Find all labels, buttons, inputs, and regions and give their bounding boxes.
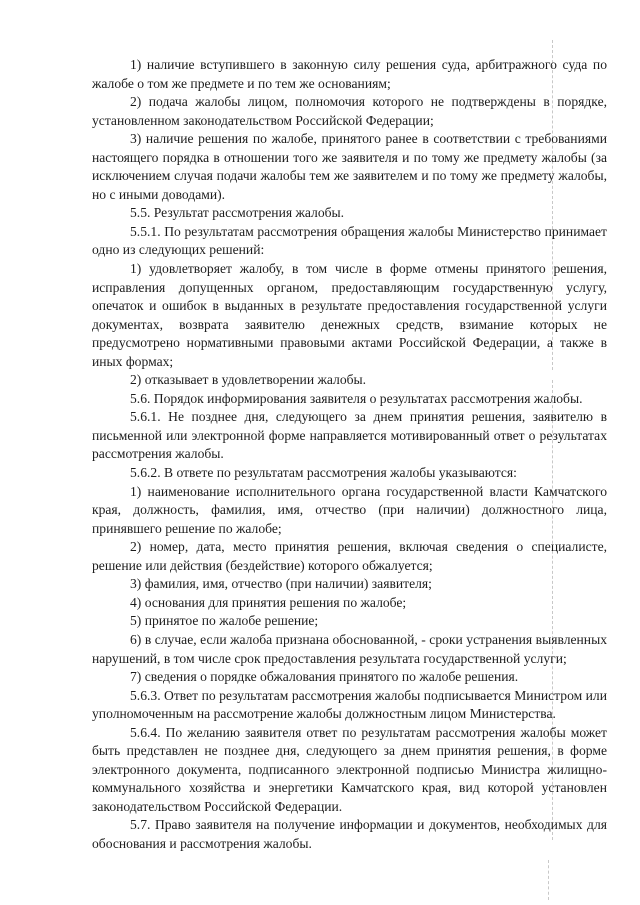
paragraph: 2) отказывает в удовлетворении жалобы. bbox=[130, 372, 367, 388]
paragraph: 5.5.1. По результатам рассмотрения обращения жалобы Министерство принимает одно из следующих решений: bbox=[92, 223, 607, 258]
document-body bbox=[92, 56, 607, 854]
paragraph: 3) фамилия, имя, отчество (при наличии) заявителя; bbox=[130, 576, 432, 592]
paragraph: 6) в случае, если жалоба признана обоснованной, - сроки устранения выявленных нарушений, в том числе срок предоставления результата государственной услуги; bbox=[92, 631, 607, 666]
paragraph: 5) принятое по жалобе решение; bbox=[130, 613, 319, 629]
paragraph: 2) подача жалобы лицом, полномочия которого не подтверждены в порядке, установленном законодательством Российской Федерации; bbox=[92, 94, 607, 128]
paragraph: 5.6.2. В ответе по результатам рассмотрения жалобы указываются: bbox=[130, 465, 517, 481]
paragraph: 5.6.1. Не позднее дня, следующего за днем принятия решения, заявителю в письменной или электронной форме направляется мотивированный ответ о результатах рассмотрения жалобы. bbox=[92, 409, 607, 462]
paragraph: 5.6.4. По желанию заявителя ответ по результатам рассмотрения жалобы может быть представлен не позднее дня, следующего за днем принятия решения, в форме электронного документа, подписанного электронной подписью Министра жилищно-коммунального хозяйства и энергетики Камчатского края, вид которой установлен законодательством Российской Федерации. bbox=[92, 724, 607, 814]
paragraph: 1) наименование исполнительного органа государственной власти Камчатского края, должность, фамилия, имя, отчество (при наличии) должностного лица, принявшего решение по жалобе; bbox=[92, 483, 607, 536]
section-heading: 5.7. Право заявителя на получение информации и документов, необходимых для обоснования и рассмотрения жалобы. bbox=[92, 817, 607, 851]
paragraph: 1) наличие вступившего в законную силу решения суда, арбитражного суда по жалобе о том же предмете и по тем же основаниям; bbox=[92, 57, 607, 91]
section-heading: 5.5. Результат рассмотрения жалобы. bbox=[130, 205, 345, 221]
scan-artifact-line bbox=[548, 860, 549, 900]
section-heading: 5.6. Порядок информирования заявителя о результатах рассмотрения жалобы. bbox=[130, 390, 583, 406]
paragraph: 7) сведения о порядке обжалования принятого по жалобе решения. bbox=[130, 669, 519, 685]
paragraph: 2) номер, дата, место принятия решения, включая сведения о специалисте, решение или действия (бездействие) которого обжалуется; bbox=[92, 539, 607, 573]
paragraph: 1) удовлетворяет жалобу, в том числе в форме отмены принятого решения, исправления допущенных органом, предоставляющим государственную услугу, опечаток и ошибок в выданных в результате предоставления государственной услуги документах, возврата заявителю денежных средств, взимание которых не предусмотрено нормативными правовыми актами Российской Федерации, а также в иных формах; bbox=[92, 261, 607, 369]
paragraph: 5.6.3. Ответ по результатам рассмотрения жалобы подписывается Министром или уполномоченным на рассмотрение жалобы должностным лицом Министерства. bbox=[92, 687, 607, 722]
paragraph: 4) основания для принятия решения по жалобе; bbox=[130, 594, 407, 610]
paragraph: 3) наличие решения по жалобе, принятого ранее в соответствии с требованиями настоящего порядка в отношении того же заявителя и по тому же предмету жалобы (за исключением случая подачи жалобы тем же заявителем и по тому же предмету жалобы, но с иными доводами). bbox=[92, 131, 607, 202]
